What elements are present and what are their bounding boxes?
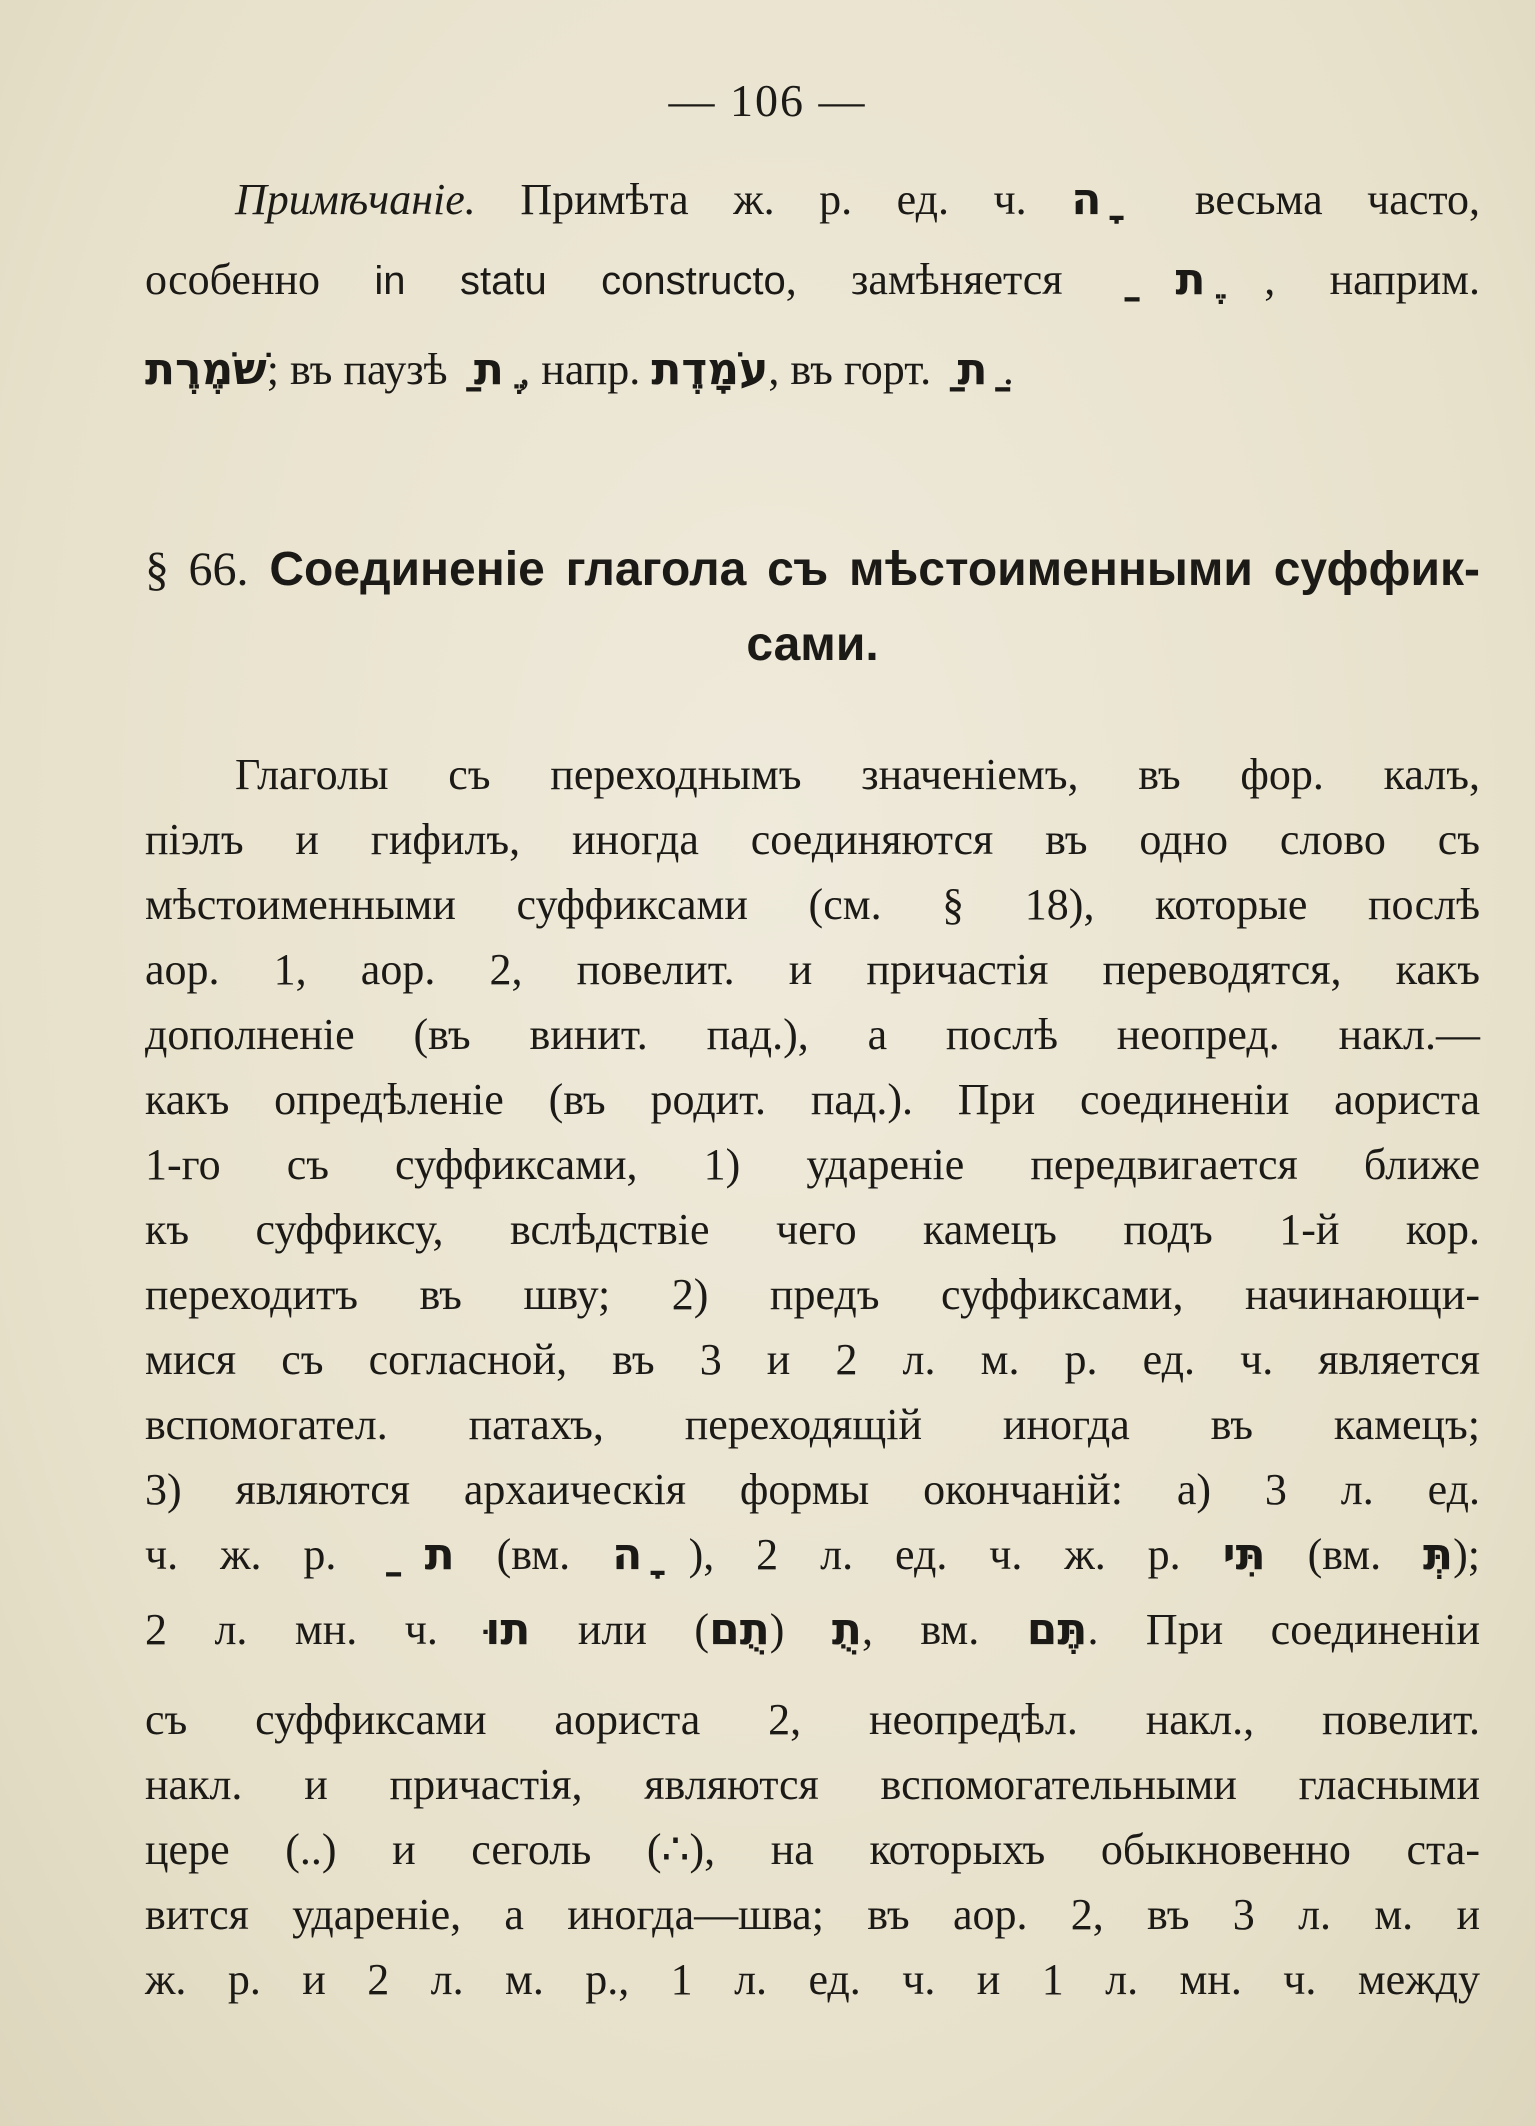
hebrew-form: תֻם xyxy=(709,1604,770,1655)
note-text: . xyxy=(1002,345,1014,394)
body-text: . При соединеніи xyxy=(1087,1605,1481,1654)
note-line xyxy=(145,250,1480,311)
body-text: ), вм. xyxy=(694,1605,980,1654)
note-line xyxy=(235,170,1480,230)
body-line: какъ опредѣленіе (въ родит. пад.). При соединеніи аориста xyxy=(145,1075,1480,1124)
body-text: или xyxy=(577,1605,647,1654)
note-text: ; въ паузѣ xyxy=(266,345,448,394)
body-line: переходитъ въ шву; 2) предъ суффиксами, начинающи- xyxy=(145,1270,1480,1319)
note-text: , наприм. xyxy=(1264,255,1481,304)
hebrew-form: ה ָ xyxy=(1071,174,1151,225)
body-line: вспомогател. патахъ, переходящій иногда въ камецъ; xyxy=(145,1400,1480,1449)
note-label: Примѣчаніе. xyxy=(235,175,476,224)
body-text: 2 л. мн. ч. xyxy=(145,1605,438,1654)
hebrew-form: ַ ת ֶ xyxy=(458,344,520,395)
hebrew-form: תֶּם xyxy=(1026,1604,1088,1655)
section-title-line-1: Соединеніе глагола съ мѣстоименными суффик- xyxy=(269,543,1480,596)
section-heading-continued xyxy=(145,615,1480,675)
body-line xyxy=(145,1525,1480,1585)
body-text: ), 2 л. ед. ч. ж. р. xyxy=(688,1530,1181,1579)
note-text: , замѣняется xyxy=(785,255,1063,304)
body-line: накл. и причастія, являются вспомогательными гласными xyxy=(145,1760,1480,1809)
body-line: къ суффиксу, вслѣдствіе чего камецъ подъ 1-й кор. xyxy=(145,1205,1480,1254)
body-text: ч. ж. р. xyxy=(145,1530,337,1579)
body-line: съ суффиксами аориста 2, неопредѣл. накл., повелит. xyxy=(145,1695,1480,1744)
body-line: ж. р. и 2 л. м. р., 1 л. ед. ч. и 1 л. мн. ч. между xyxy=(145,1955,1480,2004)
body-line: мѣстоименными суффиксами (см. § 18), которые послѣ xyxy=(145,880,1480,929)
note-text: , напр. xyxy=(519,345,641,394)
note-text: весьма часто, xyxy=(1194,175,1480,224)
body-text: (вм. xyxy=(496,1530,571,1579)
note-text: , въ горт. xyxy=(768,345,932,394)
hebrew-word: שֹׁמֶרֶת xyxy=(145,344,267,395)
note-line xyxy=(145,340,1480,400)
section-heading xyxy=(145,540,1480,600)
section-number: § 66. xyxy=(145,543,249,596)
body-line: 1-го съ суффиксами, 1) удареніе передвигается ближе xyxy=(145,1140,1480,1189)
note-text: особенно xyxy=(145,255,321,304)
body-line: аор. 1, аор. 2, повелит. и причастія переводятся, какъ xyxy=(145,945,1480,994)
hebrew-word: עֹמָדֶת xyxy=(651,344,769,395)
body-line: 3) являются архаическія формы окончаній: а) 3 л. ед. xyxy=(145,1465,1480,1514)
section-title-line-2: сами. xyxy=(746,618,879,671)
body-text: ( xyxy=(769,1605,785,1654)
hebrew-form: תְּ xyxy=(1423,1529,1454,1580)
hebrew-form: ַ ת xyxy=(378,1529,455,1580)
hebrew-form: תִּי xyxy=(1222,1529,1266,1580)
body-line: мися съ согласной, въ 3 и 2 л. м. р. ед. ч. является xyxy=(145,1335,1480,1384)
body-line: Глаголы съ переходнымъ значеніемъ, въ фор. калъ, xyxy=(235,750,1480,799)
latin-term: in statu constructo xyxy=(374,259,786,303)
hebrew-form: תוּ xyxy=(485,1604,531,1655)
body-text: ); xyxy=(1453,1530,1480,1579)
hebrew-form: ה ָ xyxy=(612,1529,689,1580)
hebrew-form: ַ ת ַ xyxy=(942,344,1003,395)
body-line: дополненіе (въ винит. пад.), а послѣ неопред. накл.— xyxy=(145,1010,1480,1059)
body-line: цере (..) и сеголь (∴), на которыхъ обыкновенно ста- xyxy=(145,1825,1480,1874)
page-number: — 106 — xyxy=(668,75,867,126)
body-text: (вм. xyxy=(1307,1530,1424,1579)
body-line xyxy=(145,1600,1480,1660)
note-text: Примѣта ж. р. ед. ч. xyxy=(520,175,1027,224)
body-line: піэлъ и гифилъ, иногда соединяются въ одно слово съ xyxy=(145,815,1480,864)
body-line: вится удареніе, а иногда—шва; въ аор. 2, въ 3 л. м. и xyxy=(145,1890,1480,1939)
hebrew-form: תֻ xyxy=(831,1604,862,1655)
hebrew-form: ַ ת ֶ xyxy=(1116,254,1265,305)
